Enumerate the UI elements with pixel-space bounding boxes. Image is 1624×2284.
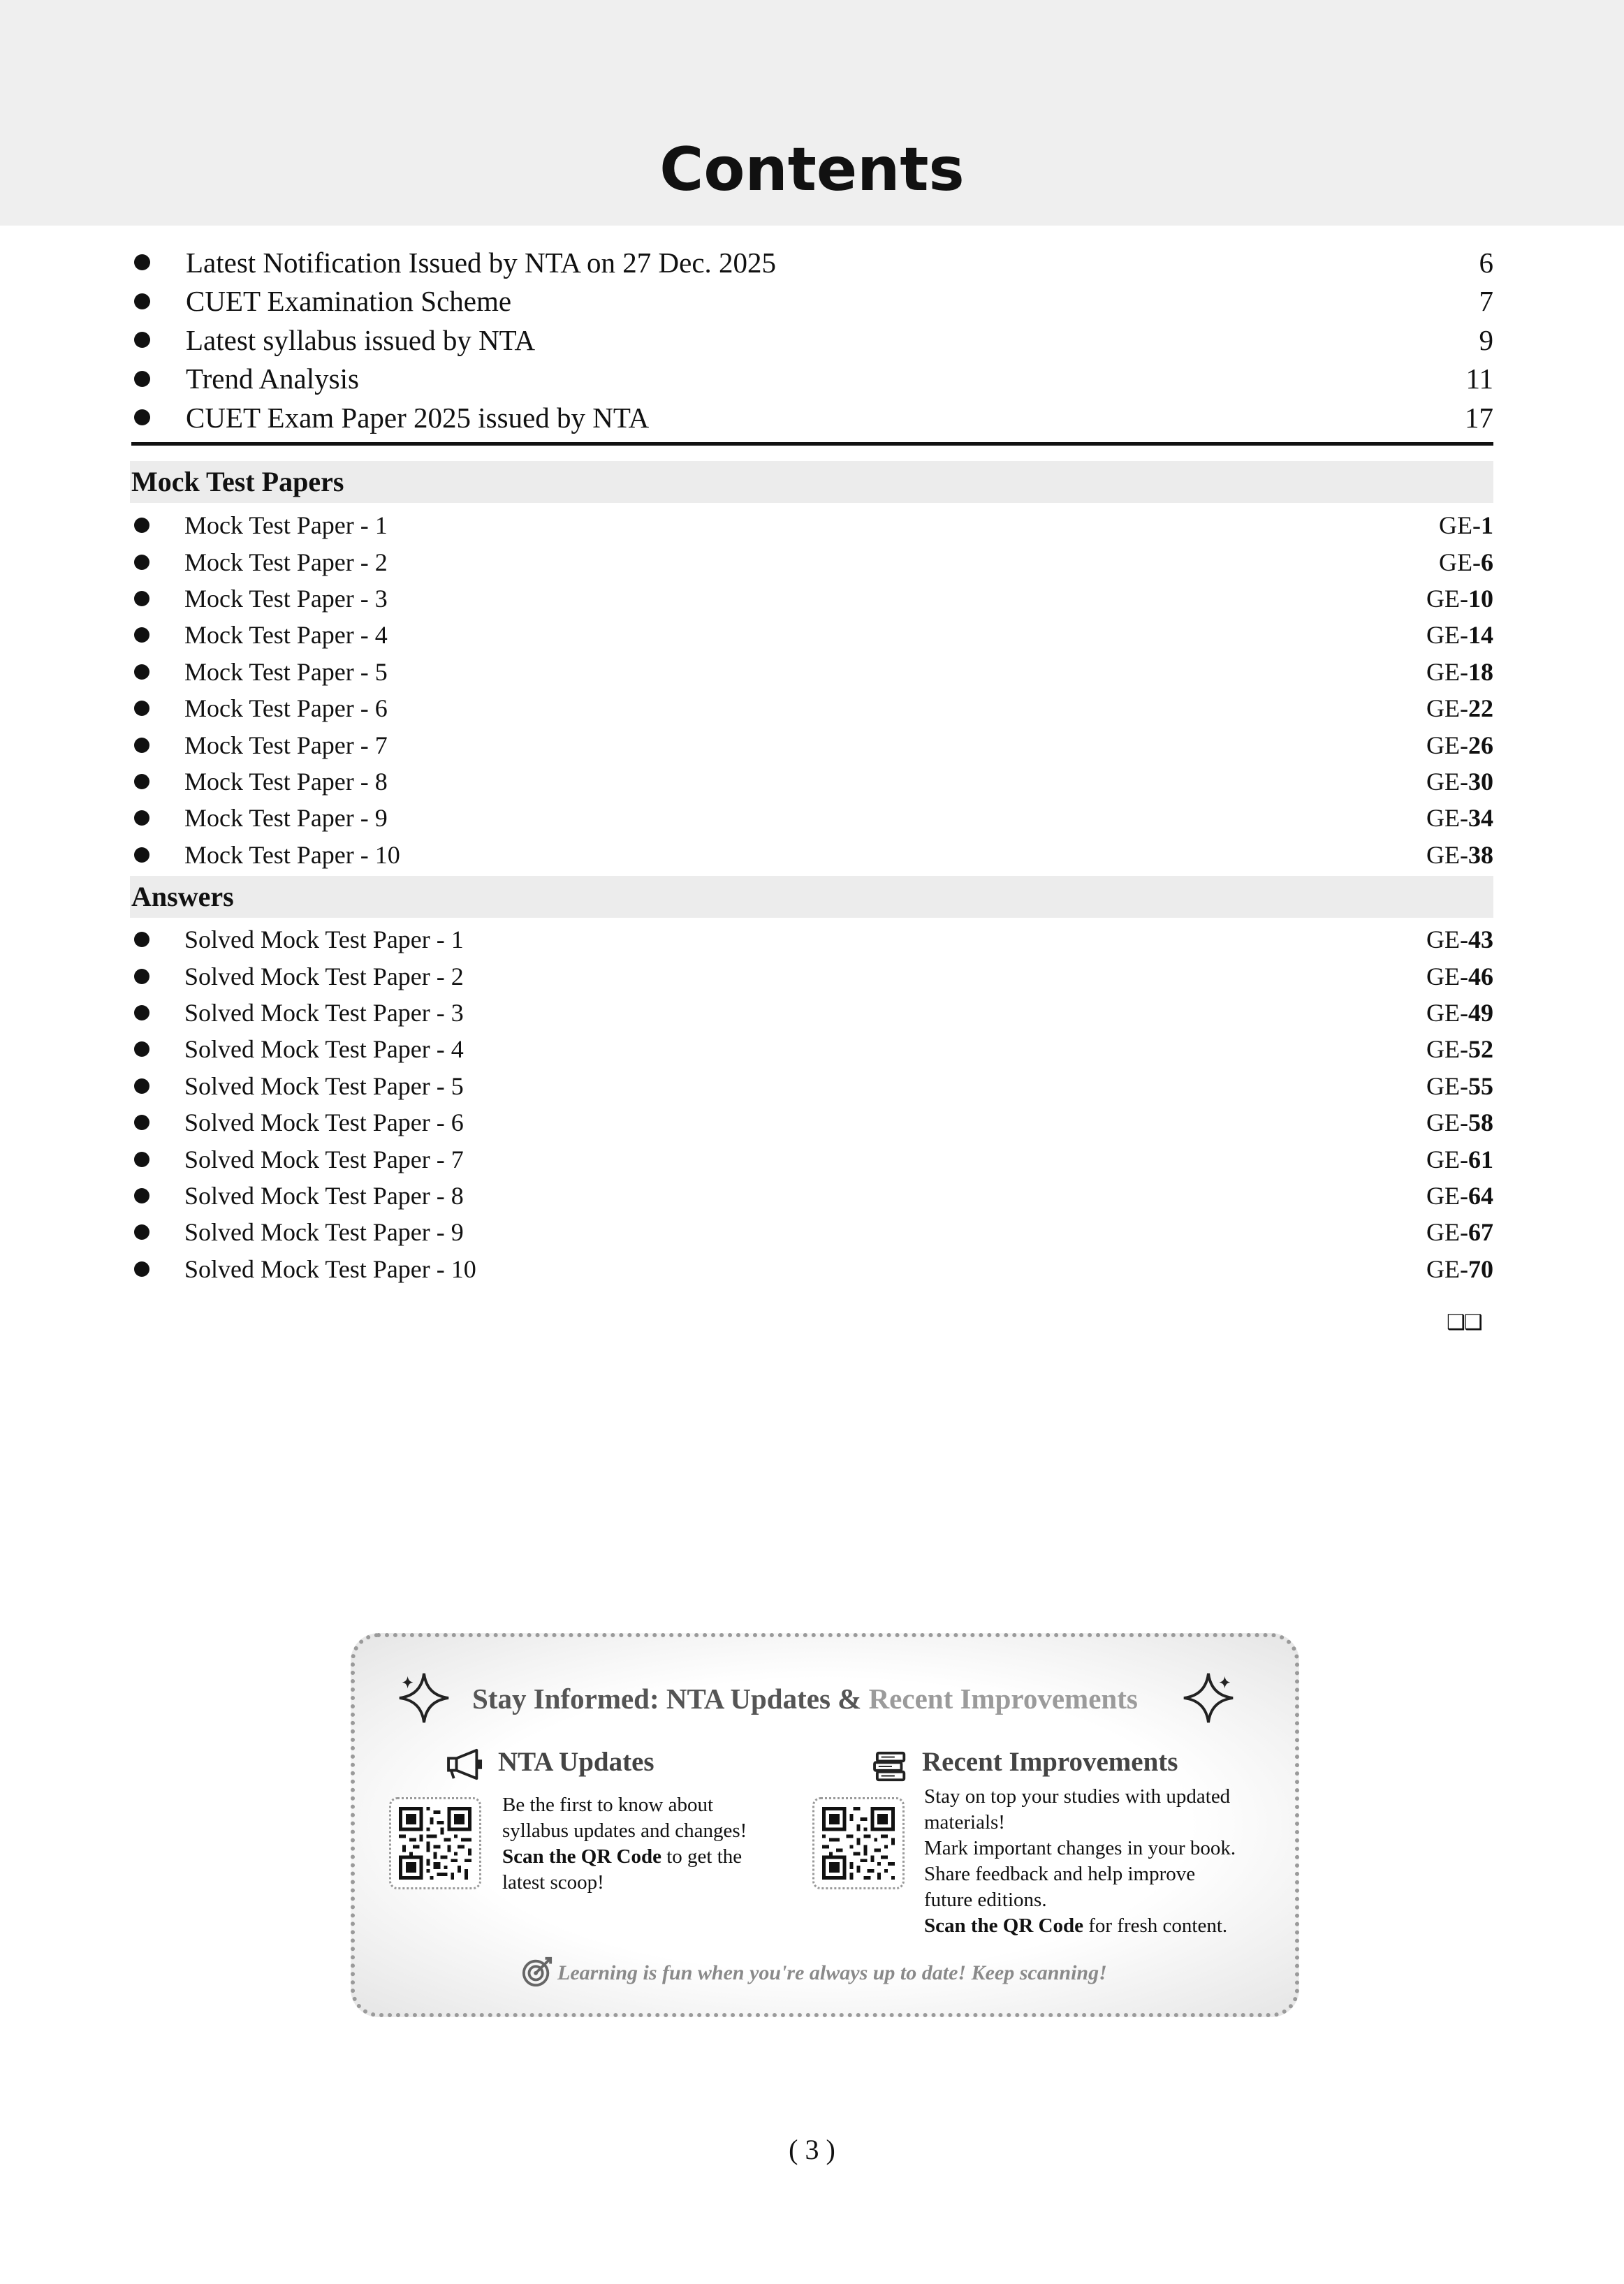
page-prefix: GE-	[1426, 767, 1468, 796]
bullet-icon	[134, 1188, 149, 1203]
entry-label: Mock Test Paper - 9	[184, 804, 388, 833]
recent-improvements-line: Stay on top your studies with updated	[924, 1785, 1231, 1808]
contents-entry[interactable]	[131, 1214, 1493, 1250]
page-prefix: GE-	[1426, 1071, 1468, 1100]
entry-label: Mock Test Paper - 10	[184, 840, 400, 869]
entry-page-number	[1426, 1108, 1493, 1137]
bullet-icon	[134, 969, 149, 984]
section-divider	[131, 442, 1493, 446]
page-value: 46	[1468, 962, 1493, 990]
page-value: 38	[1468, 840, 1493, 869]
page-value: 34	[1468, 804, 1493, 833]
contents-entry[interactable]	[131, 726, 1493, 763]
entry-page-number: 11	[1465, 363, 1493, 395]
contents-entry[interactable]	[131, 617, 1493, 653]
bullet-icon	[134, 409, 150, 425]
info-box-title	[472, 1682, 1138, 1715]
contents-entry[interactable]	[131, 321, 1493, 360]
entry-page-number: 17	[1465, 401, 1493, 434]
page-prefix: GE-	[1426, 998, 1468, 1027]
bullet-icon	[134, 847, 149, 863]
page-prefix: GE-	[1439, 511, 1481, 540]
entry-page-number	[1426, 1254, 1493, 1284]
page-prefix: GE-	[1426, 925, 1468, 954]
entry-label: Solved Mock Test Paper - 8	[184, 1181, 464, 1210]
page-value: 58	[1468, 1108, 1493, 1137]
entry-title-group	[131, 362, 359, 395]
entry-label: Solved Mock Test Paper - 2	[184, 962, 464, 990]
page-value: 49	[1468, 998, 1493, 1027]
page-prefix: GE-	[1426, 657, 1468, 686]
page-value: 43	[1468, 925, 1493, 954]
contents-entry[interactable]	[131, 1068, 1493, 1104]
bullet-icon	[134, 664, 149, 680]
recent-improvements-line: future editions.	[924, 1889, 1047, 1911]
page-value: 26	[1468, 731, 1493, 759]
recent-improvements-line: materials!	[924, 1811, 1005, 1833]
contents-entry[interactable]	[131, 1031, 1493, 1067]
page-value: 10	[1468, 584, 1493, 613]
page-value: 6	[1481, 548, 1493, 576]
entry-title-group	[131, 323, 535, 357]
contents-entry[interactable]	[131, 1104, 1493, 1141]
target-icon	[521, 1956, 553, 1988]
contents-entry[interactable]	[131, 507, 1493, 543]
contents-entry[interactable]	[131, 282, 1493, 321]
scan-qr-bold: Scan the QR Code	[502, 1845, 661, 1868]
entry-title-group	[131, 925, 464, 954]
entry-title-group	[131, 1071, 464, 1101]
entry-page-number	[1426, 694, 1493, 723]
entry-label: Solved Mock Test Paper - 1	[184, 925, 464, 954]
nta-updates-heading: NTA Updates	[498, 1747, 654, 1777]
entry-title-group	[131, 1254, 476, 1284]
contents-entry[interactable]	[131, 1251, 1493, 1287]
bullet-icon	[134, 591, 149, 606]
entry-label: Mock Test Paper - 2	[184, 548, 388, 576]
nta-updates-line: syllabus updates and changes!	[502, 1820, 747, 1842]
bullet-icon	[134, 738, 149, 753]
entry-title-group	[131, 731, 388, 760]
bullet-icon	[134, 627, 149, 643]
answers-list	[131, 921, 1493, 1287]
entry-title-group	[131, 998, 464, 1027]
page-prefix: GE-	[1426, 1218, 1468, 1247]
page-prefix: GE-	[1426, 584, 1468, 613]
bullet-icon	[134, 701, 149, 716]
bullet-icon	[134, 371, 150, 387]
contents-entry[interactable]	[131, 763, 1493, 800]
entry-label: CUET Exam Paper 2025 issued by NTA	[186, 401, 650, 434]
nta-updates-scan-line	[502, 1844, 747, 1870]
entry-label: Mock Test Paper - 3	[184, 584, 388, 613]
entry-title-group	[131, 1145, 464, 1174]
recent-improvements-scan-line	[924, 1913, 1236, 1939]
page-prefix: GE-	[1439, 548, 1481, 576]
entry-label: Mock Test Paper - 6	[184, 694, 388, 723]
page-prefix: GE-	[1426, 840, 1468, 869]
entry-title-group	[131, 840, 400, 870]
scan-qr-bold: Scan the QR Code	[924, 1915, 1083, 1937]
page-value: 18	[1468, 657, 1493, 686]
contents-entry[interactable]	[131, 958, 1493, 994]
bullet-icon	[134, 555, 149, 570]
page-prefix: GE-	[1426, 621, 1468, 650]
entry-label: Mock Test Paper - 4	[184, 621, 388, 650]
page-value: 55	[1468, 1071, 1493, 1100]
nta-updates-line: latest scoop!	[502, 1871, 604, 1894]
bullet-icon	[134, 518, 149, 533]
page-title: Contents	[659, 135, 965, 205]
recent-improvements-line: Share feedback and help improve	[924, 1863, 1196, 1885]
contents-entry[interactable]	[131, 360, 1493, 399]
contents-entry[interactable]	[131, 398, 1493, 437]
bullet-icon	[134, 1041, 149, 1057]
page-prefix: GE-	[1426, 731, 1468, 759]
answers-section-heading: Answers	[130, 876, 1493, 918]
bullet-icon	[134, 1152, 149, 1167]
entry-title-group	[131, 694, 388, 723]
page-prefix: GE-	[1426, 1035, 1468, 1064]
bullet-icon	[134, 810, 149, 826]
page-value: 64	[1468, 1181, 1493, 1210]
end-of-contents-mark: ❑❑	[1447, 1310, 1482, 1335]
scan-qr-rest: to get the	[661, 1845, 742, 1868]
entry-title-group	[131, 246, 776, 279]
entry-title-group	[131, 584, 388, 613]
entry-label: Solved Mock Test Paper - 3	[184, 998, 464, 1027]
contents-entry[interactable]	[131, 837, 1493, 873]
page-number: ( 3 )	[789, 2134, 835, 2165]
page-prefix: GE-	[1426, 1181, 1468, 1210]
recent-improvements-qr-code[interactable]	[812, 1797, 905, 1889]
entry-label: Solved Mock Test Paper - 5	[184, 1071, 464, 1100]
entry-page-number	[1426, 584, 1493, 613]
contents-entry[interactable]	[131, 1141, 1493, 1177]
nta-updates-line: Be the first to know about	[502, 1794, 714, 1816]
page-value: 70	[1468, 1254, 1493, 1283]
entry-label: Solved Mock Test Paper - 9	[184, 1218, 464, 1247]
entry-title-group	[131, 1034, 464, 1064]
bullet-icon	[134, 254, 150, 270]
contents-entry[interactable]	[131, 995, 1493, 1031]
page-value: 61	[1468, 1145, 1493, 1173]
entry-page-number	[1426, 998, 1493, 1027]
sparkle-icon	[1181, 1671, 1236, 1725]
page-value: 22	[1468, 694, 1493, 723]
contents-entry[interactable]	[131, 1178, 1493, 1214]
entry-label: Latest Notification Issued by NTA on 27 Dec. 2025	[186, 246, 777, 279]
entry-page-number	[1426, 1145, 1493, 1174]
contents-entry[interactable]	[131, 654, 1493, 690]
page-prefix: GE-	[1426, 804, 1468, 833]
entry-title-group	[131, 962, 464, 991]
entry-page-number	[1426, 1217, 1493, 1247]
entry-label: Solved Mock Test Paper - 10	[184, 1254, 476, 1283]
entry-page-number	[1439, 511, 1493, 540]
bullet-icon	[134, 1115, 149, 1130]
entry-label: Latest syllabus issued by NTA	[186, 323, 536, 356]
entry-title-group	[131, 401, 649, 434]
entry-page-number	[1426, 925, 1493, 954]
entry-label: Mock Test Paper - 1	[184, 511, 388, 540]
contents-entry[interactable]	[131, 580, 1493, 617]
entry-label: CUET Examination Scheme	[186, 285, 512, 318]
page-prefix: GE-	[1426, 962, 1468, 990]
entry-label: Trend Analysis	[186, 363, 359, 395]
page-value: 67	[1468, 1218, 1493, 1247]
nta-updates-qr-code[interactable]	[389, 1797, 481, 1889]
entry-title-group	[131, 511, 388, 540]
entry-label: Mock Test Paper - 8	[184, 767, 388, 796]
page-value: 52	[1468, 1035, 1493, 1064]
recent-improvements-line: Mark important changes in your book.	[924, 1837, 1236, 1859]
info-title-light: Recent Improvements	[868, 1683, 1138, 1715]
entry-title-group	[131, 657, 388, 687]
entry-label: Solved Mock Test Paper - 7	[184, 1145, 464, 1173]
entry-page-number	[1426, 767, 1493, 796]
bullet-icon	[134, 774, 149, 789]
entry-page-number	[1426, 1034, 1493, 1064]
entry-label: Solved Mock Test Paper - 6	[184, 1108, 464, 1137]
page-value: 14	[1468, 621, 1493, 650]
entry-page-number	[1426, 962, 1493, 991]
contents-entry[interactable]	[131, 800, 1493, 836]
entry-page-number	[1426, 840, 1493, 870]
qr-code-icon	[822, 1807, 895, 1880]
entry-label: Solved Mock Test Paper - 4	[184, 1035, 464, 1064]
info-title-main: Stay Informed: NTA Updates &	[472, 1683, 862, 1715]
contents-entry[interactable]	[131, 243, 1493, 282]
bullet-icon	[134, 1224, 149, 1240]
page-value: 30	[1468, 767, 1493, 796]
entry-title-group	[131, 548, 388, 577]
mock-test-list	[131, 507, 1493, 873]
entry-page-number	[1426, 1181, 1493, 1210]
bullet-icon	[134, 332, 150, 348]
megaphone-icon	[446, 1748, 486, 1781]
recent-improvements-heading: Recent Improvements	[922, 1747, 1178, 1777]
entry-title-group	[131, 1217, 464, 1247]
contents-entry[interactable]	[131, 921, 1493, 958]
entry-title-group	[131, 767, 388, 796]
bullet-icon	[134, 1005, 149, 1020]
entry-title-group	[131, 620, 388, 650]
bullet-icon	[134, 932, 149, 947]
scan-qr-rest: for fresh content.	[1083, 1915, 1228, 1937]
page-value: 1	[1481, 511, 1493, 540]
entry-label: Mock Test Paper - 5	[184, 657, 388, 686]
entry-page-number	[1426, 620, 1493, 650]
contents-entry[interactable]	[131, 543, 1493, 580]
recent-improvements-text	[924, 1784, 1236, 1939]
page-prefix: GE-	[1426, 1145, 1468, 1173]
entry-page-number: 9	[1479, 323, 1493, 356]
intro-contents-list	[131, 243, 1493, 437]
entry-title-group	[131, 803, 388, 833]
nta-updates-text	[502, 1792, 747, 1896]
qr-code-icon	[399, 1807, 471, 1880]
bullet-icon	[134, 1078, 149, 1094]
entry-page-number	[1426, 731, 1493, 760]
entry-title-group	[131, 1181, 464, 1210]
entry-label: Mock Test Paper - 7	[184, 731, 388, 759]
entry-page-number: 7	[1479, 285, 1493, 318]
mock-section-heading: Mock Test Papers	[130, 461, 1493, 503]
entry-title-group	[131, 284, 511, 318]
page-prefix: GE-	[1426, 694, 1468, 723]
stay-informed-box	[351, 1633, 1299, 2017]
entry-page-number	[1426, 1071, 1493, 1101]
contents-entry[interactable]	[131, 690, 1493, 726]
bullet-icon	[134, 1261, 149, 1277]
sparkle-icon	[397, 1671, 451, 1725]
page-prefix: GE-	[1426, 1108, 1468, 1137]
entry-page-number: 6	[1479, 246, 1493, 279]
entry-page-number	[1426, 657, 1493, 687]
page-prefix: GE-	[1426, 1254, 1468, 1283]
books-icon	[872, 1750, 912, 1784]
entry-page-number	[1426, 803, 1493, 833]
entry-title-group	[131, 1108, 464, 1137]
entry-page-number	[1439, 548, 1493, 577]
bullet-icon	[134, 293, 150, 309]
info-box-footer: Learning is fun when you're always up to date! Keep scanning!	[557, 1961, 1107, 1984]
